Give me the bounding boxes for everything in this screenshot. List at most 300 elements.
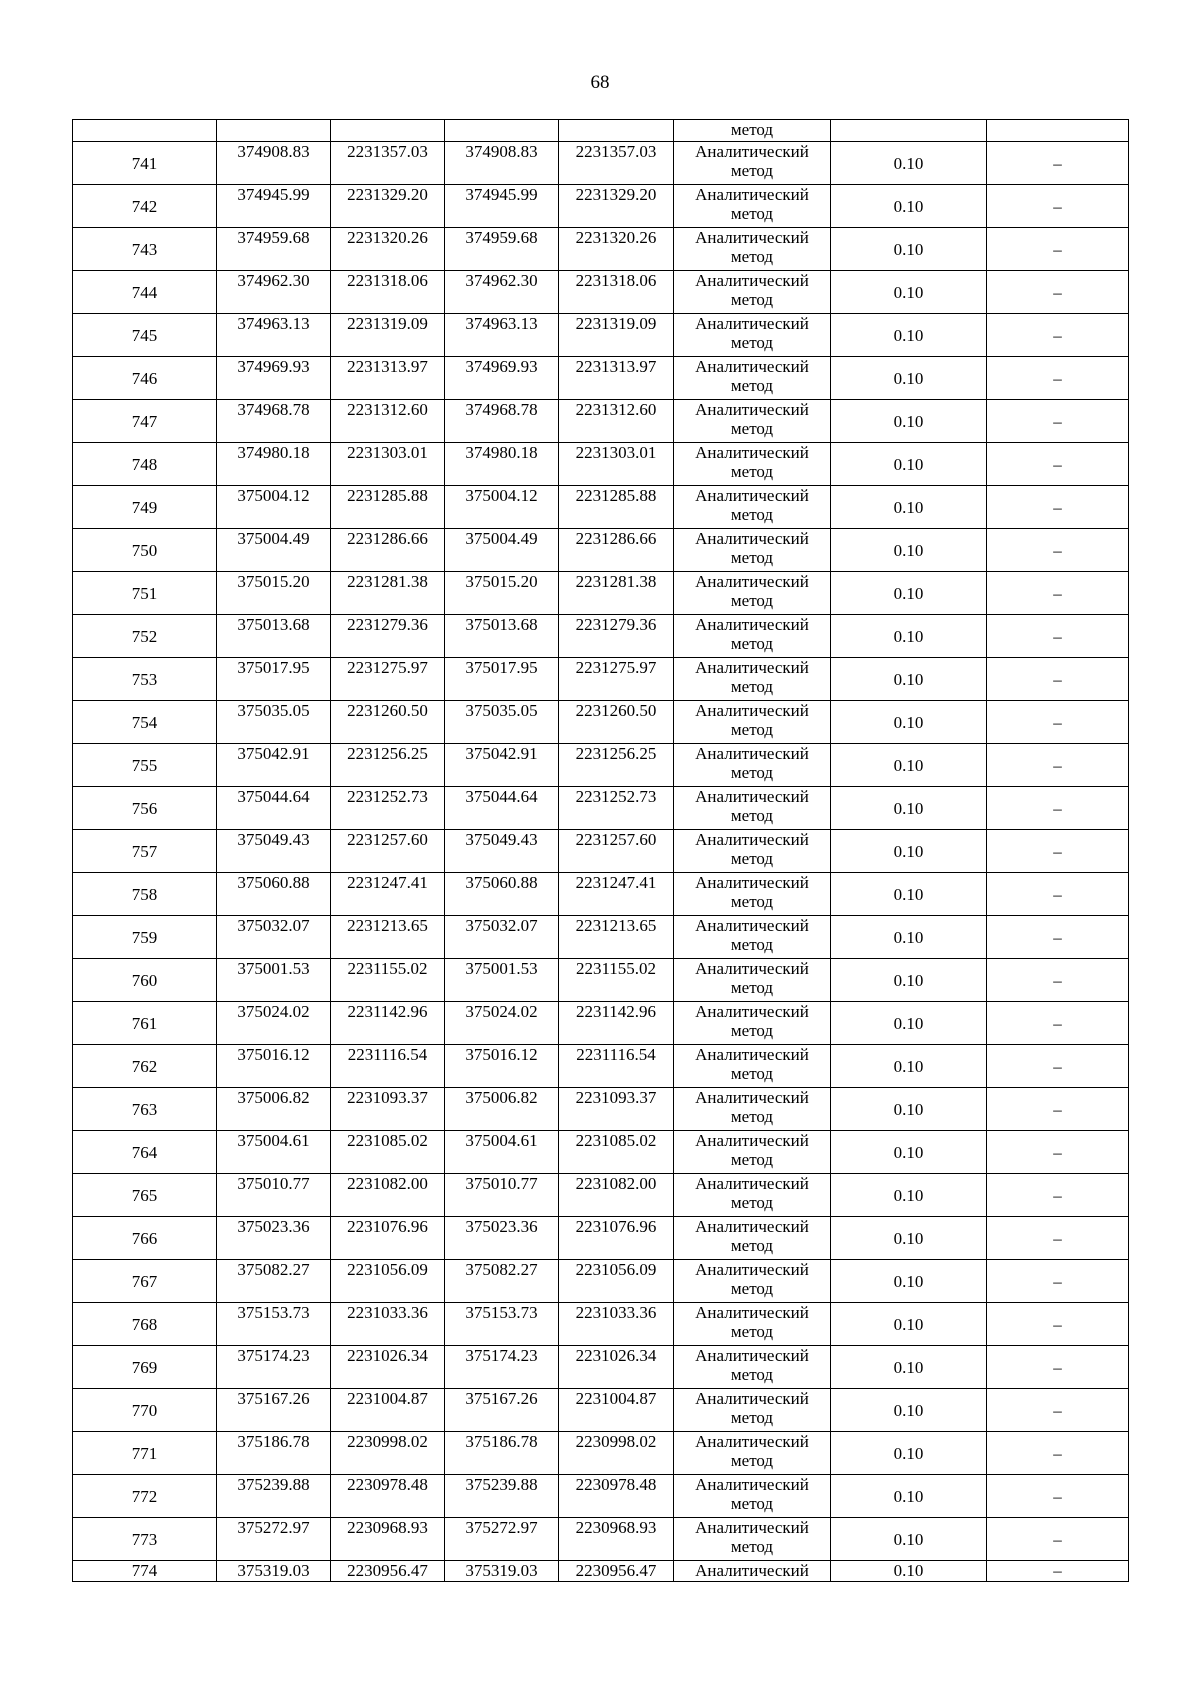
y-new-cell: 2230978.48: [559, 1475, 674, 1518]
y-new-cell: 2231281.38: [559, 572, 674, 615]
accuracy-cell: 0.10: [831, 1432, 987, 1475]
y-new-cell: 2231275.97: [559, 658, 674, 701]
table-row: [73, 787, 1129, 830]
y-existing-cell: 2231319.09: [331, 314, 445, 357]
table-row: [73, 572, 1129, 615]
coordinates-table: [72, 119, 1129, 1582]
accuracy-cell: 0.10: [831, 1518, 987, 1561]
x-existing-cell: 375010.77: [217, 1174, 331, 1217]
x-existing-cell: 374963.13: [217, 314, 331, 357]
method-line-2: метод: [730, 1408, 774, 1427]
method-cell: [674, 228, 831, 271]
method-line-1: Аналитический: [695, 1002, 809, 1021]
method-cell: [674, 1303, 831, 1346]
description-cell: –: [987, 142, 1129, 185]
method-line-2: метод: [730, 634, 774, 653]
y-new-cell: 2231093.37: [559, 1088, 674, 1131]
point-number-cell: 761: [73, 1002, 217, 1045]
description-cell: –: [987, 314, 1129, 357]
point-number-cell: 764: [73, 1131, 217, 1174]
accuracy-cell: 0.10: [831, 1389, 987, 1432]
table-row: [73, 142, 1129, 185]
method-line-1: Аналитический: [695, 658, 809, 677]
method-line-2: метод: [730, 978, 774, 997]
x-existing-cell: 375013.68: [217, 615, 331, 658]
page-number: 68: [590, 72, 610, 93]
description-cell: –: [987, 1518, 1129, 1561]
x-new-cell: 375186.78: [445, 1432, 559, 1475]
description-cell: –: [987, 1174, 1129, 1217]
y-existing-cell: 2231004.87: [331, 1389, 445, 1432]
description-cell: –: [987, 959, 1129, 1002]
x-existing-cell: 375319.03: [217, 1561, 331, 1582]
method-cell: [674, 1260, 831, 1303]
table-row: [73, 701, 1129, 744]
point-number-cell: 758: [73, 873, 217, 916]
description-cell: –: [987, 486, 1129, 529]
table-row: [73, 959, 1129, 1002]
method-cell: [674, 1389, 831, 1432]
method-line-1: Аналитический: [695, 357, 809, 376]
accuracy-cell: 0.10: [831, 658, 987, 701]
y-existing-cell: 2231093.37: [331, 1088, 445, 1131]
y-existing-cell: 2231257.60: [331, 830, 445, 873]
table-row: [73, 615, 1129, 658]
method-line-1: Аналитический: [695, 1045, 809, 1064]
accuracy-cell: 0.10: [831, 357, 987, 400]
x-existing-cell: 375239.88: [217, 1475, 331, 1518]
method-cell: [674, 357, 831, 400]
description-cell: –: [987, 1432, 1129, 1475]
point-number-cell: 748: [73, 443, 217, 486]
table-row: [73, 357, 1129, 400]
point-number-cell: 765: [73, 1174, 217, 1217]
method-cell: [674, 1174, 831, 1217]
point-number-cell: 747: [73, 400, 217, 443]
method-cell: [674, 185, 831, 228]
y-new-cell: 2231082.00: [559, 1174, 674, 1217]
y-new-cell: 2231329.20: [559, 185, 674, 228]
x-existing-cell: 375032.07: [217, 916, 331, 959]
x-new-cell: 375082.27: [445, 1260, 559, 1303]
method-line-1: Аналитический: [695, 1303, 809, 1322]
y-existing-cell: 2231303.01: [331, 443, 445, 486]
point-number-cell: 753: [73, 658, 217, 701]
method-line-2: метод: [730, 333, 774, 352]
method-line-1: Аналитический: [695, 615, 809, 634]
accuracy-cell: 0.10: [831, 1002, 987, 1045]
y-new-cell: 2231256.25: [559, 744, 674, 787]
y-new-cell: 2231303.01: [559, 443, 674, 486]
method-line-1: Аналитический: [695, 271, 809, 290]
description-cell: –: [987, 1088, 1129, 1131]
method-line-2: метод: [730, 505, 774, 524]
accuracy-cell: 0.10: [831, 1174, 987, 1217]
description-cell: –: [987, 787, 1129, 830]
method-line-1: Аналитический: [695, 1174, 809, 1193]
x-existing-cell: 375153.73: [217, 1303, 331, 1346]
description-cell: –: [987, 701, 1129, 744]
accuracy-cell: 0.10: [831, 830, 987, 873]
point-number-cell: 741: [73, 142, 217, 185]
method-line-1: Аналитический: [695, 1432, 809, 1451]
x-new-cell: 375001.53: [445, 959, 559, 1002]
accuracy-cell: 0.10: [831, 529, 987, 572]
table-row: [73, 1045, 1129, 1088]
method-line-1: Аналитический: [695, 744, 809, 763]
y-existing-cell: 2231275.97: [331, 658, 445, 701]
y-existing-cell: 2231085.02: [331, 1131, 445, 1174]
x-existing-cell: 375006.82: [217, 1088, 331, 1131]
method-line-2: метод: [730, 892, 774, 911]
x-existing-cell: 375004.61: [217, 1131, 331, 1174]
description-cell: –: [987, 228, 1129, 271]
description-cell: –: [987, 1131, 1129, 1174]
point-number-cell: 762: [73, 1045, 217, 1088]
description-cell: –: [987, 1303, 1129, 1346]
description-cell: –: [987, 873, 1129, 916]
method-line-2: метод: [730, 720, 774, 739]
table-row: [73, 486, 1129, 529]
method-cell: [674, 486, 831, 529]
x-new-cell: 375035.05: [445, 701, 559, 744]
point-number-cell: 749: [73, 486, 217, 529]
method-line-1: Аналитический: [695, 185, 809, 204]
table-row: [73, 1303, 1129, 1346]
method-line-2: метод: [730, 1064, 774, 1083]
y-new-cell: 2231285.88: [559, 486, 674, 529]
table-cell: [559, 120, 674, 142]
table-cell: [987, 120, 1129, 142]
accuracy-cell: 0.10: [831, 744, 987, 787]
accuracy-cell: 0.10: [831, 1475, 987, 1518]
method-line-1: Аналитический: [695, 529, 809, 548]
x-existing-cell: 375042.91: [217, 744, 331, 787]
y-existing-cell: 2230998.02: [331, 1432, 445, 1475]
y-existing-cell: 2231281.38: [331, 572, 445, 615]
table-row: [73, 314, 1129, 357]
y-existing-cell: 2231286.66: [331, 529, 445, 572]
x-new-cell: 374959.68: [445, 228, 559, 271]
point-number-cell: 755: [73, 744, 217, 787]
y-new-cell: 2231076.96: [559, 1217, 674, 1260]
x-new-cell: 374969.93: [445, 357, 559, 400]
method-cell: [674, 1088, 831, 1131]
method-cell: [674, 830, 831, 873]
x-existing-cell: 375049.43: [217, 830, 331, 873]
y-new-cell: 2231357.03: [559, 142, 674, 185]
description-cell: –: [987, 916, 1129, 959]
description-cell: –: [987, 1389, 1129, 1432]
point-number-cell: 766: [73, 1217, 217, 1260]
method-cell: [674, 1346, 831, 1389]
y-new-cell: 2230956.47: [559, 1561, 674, 1582]
point-number-cell: 743: [73, 228, 217, 271]
x-existing-cell: 374962.30: [217, 271, 331, 314]
table-row: [73, 1561, 1129, 1582]
y-new-cell: 2231313.97: [559, 357, 674, 400]
x-new-cell: 375239.88: [445, 1475, 559, 1518]
method-cell: [674, 1432, 831, 1475]
table-row: [73, 400, 1129, 443]
accuracy-cell: 0.10: [831, 142, 987, 185]
x-existing-cell: 374980.18: [217, 443, 331, 486]
x-new-cell: 374945.99: [445, 185, 559, 228]
method-line-1: Аналитический: [695, 873, 809, 892]
accuracy-cell: 0.10: [831, 443, 987, 486]
x-new-cell: 374908.83: [445, 142, 559, 185]
y-new-cell: 2231279.36: [559, 615, 674, 658]
accuracy-cell: 0.10: [831, 873, 987, 916]
accuracy-cell: 0.10: [831, 1561, 987, 1582]
y-existing-cell: 2231318.06: [331, 271, 445, 314]
description-cell: –: [987, 615, 1129, 658]
accuracy-cell: 0.10: [831, 615, 987, 658]
method-cell: [674, 529, 831, 572]
y-existing-cell: 2231116.54: [331, 1045, 445, 1088]
method-line-2: метод: [730, 376, 774, 395]
method-line-2: метод: [730, 1279, 774, 1298]
y-new-cell: 2231319.09: [559, 314, 674, 357]
y-new-cell: 2231252.73: [559, 787, 674, 830]
x-new-cell: 375319.03: [445, 1561, 559, 1582]
y-existing-cell: 2231026.34: [331, 1346, 445, 1389]
y-new-cell: 2231155.02: [559, 959, 674, 1002]
x-new-cell: 375032.07: [445, 916, 559, 959]
table-cell: [445, 120, 559, 142]
table-row: [73, 1346, 1129, 1389]
y-existing-cell: 2231312.60: [331, 400, 445, 443]
table-row: [73, 744, 1129, 787]
method-cell: [674, 1002, 831, 1045]
table-cell: [831, 120, 987, 142]
y-existing-cell: 2231142.96: [331, 1002, 445, 1045]
method-cell: [674, 959, 831, 1002]
y-existing-cell: 2231056.09: [331, 1260, 445, 1303]
y-existing-cell: 2230968.93: [331, 1518, 445, 1561]
method-line-1: Аналитический: [695, 400, 809, 419]
method-line-2: метод: [730, 849, 774, 868]
method-cell: [674, 873, 831, 916]
x-new-cell: 374980.18: [445, 443, 559, 486]
method-line-2: метод: [730, 419, 774, 438]
table-row: [73, 1389, 1129, 1432]
x-existing-cell: 375016.12: [217, 1045, 331, 1088]
x-existing-cell: 375004.49: [217, 529, 331, 572]
method-line-1: Аналитический: [695, 1088, 809, 1107]
x-existing-cell: 375060.88: [217, 873, 331, 916]
y-new-cell: 2231260.50: [559, 701, 674, 744]
point-number-cell: 771: [73, 1432, 217, 1475]
table-row: [73, 1518, 1129, 1561]
y-new-cell: 2231116.54: [559, 1045, 674, 1088]
description-cell: –: [987, 1260, 1129, 1303]
method-line-1: Аналитический: [695, 1518, 809, 1537]
method-line-2: метод: [730, 548, 774, 567]
description-cell: –: [987, 271, 1129, 314]
method-line-2: метод: [730, 1322, 774, 1341]
method-line-2: метод: [730, 462, 774, 481]
accuracy-cell: 0.10: [831, 1131, 987, 1174]
y-new-cell: 2231318.06: [559, 271, 674, 314]
x-existing-cell: 375024.02: [217, 1002, 331, 1045]
method-line-2: метод: [730, 1193, 774, 1212]
y-new-cell: 2231085.02: [559, 1131, 674, 1174]
accuracy-cell: 0.10: [831, 400, 987, 443]
x-existing-cell: 374908.83: [217, 142, 331, 185]
table-row: [73, 1131, 1129, 1174]
method-line-2: метод: [730, 1107, 774, 1126]
method-cell: [674, 916, 831, 959]
method-line-2: метод: [730, 935, 774, 954]
y-existing-cell: 2231076.96: [331, 1217, 445, 1260]
method-line-1: Аналитический: [695, 572, 809, 591]
method-cell: [674, 1475, 831, 1518]
method-cell: [674, 443, 831, 486]
y-new-cell: 2230968.93: [559, 1518, 674, 1561]
accuracy-cell: 0.10: [831, 486, 987, 529]
x-existing-cell: 375004.12: [217, 486, 331, 529]
method-line-2: метод: [730, 677, 774, 696]
method-line-2: метод: [730, 806, 774, 825]
method-cell: [674, 787, 831, 830]
x-new-cell: 375013.68: [445, 615, 559, 658]
y-new-cell: 2231312.60: [559, 400, 674, 443]
point-number-cell: 767: [73, 1260, 217, 1303]
method-cell: [674, 271, 831, 314]
point-number-cell: 759: [73, 916, 217, 959]
table-cell: [217, 120, 331, 142]
x-new-cell: 375004.12: [445, 486, 559, 529]
point-number-cell: 742: [73, 185, 217, 228]
method-line-2: метод: [730, 247, 774, 266]
description-cell: –: [987, 1045, 1129, 1088]
x-new-cell: 375010.77: [445, 1174, 559, 1217]
accuracy-cell: 0.10: [831, 1303, 987, 1346]
x-new-cell: 375015.20: [445, 572, 559, 615]
accuracy-cell: 0.10: [831, 787, 987, 830]
accuracy-cell: 0.10: [831, 1346, 987, 1389]
accuracy-cell: 0.10: [831, 1045, 987, 1088]
y-new-cell: 2231247.41: [559, 873, 674, 916]
method-line-1: Аналитический: [695, 486, 809, 505]
table-row: [73, 916, 1129, 959]
accuracy-cell: 0.10: [831, 701, 987, 744]
x-existing-cell: 375015.20: [217, 572, 331, 615]
description-cell: –: [987, 658, 1129, 701]
point-number-cell: 774: [73, 1561, 217, 1582]
accuracy-cell: 0.10: [831, 1088, 987, 1131]
y-new-cell: 2230998.02: [559, 1432, 674, 1475]
x-new-cell: 375042.91: [445, 744, 559, 787]
table-row: [73, 228, 1129, 271]
table-row: [73, 185, 1129, 228]
method-line-1: Аналитический: [695, 142, 809, 161]
x-existing-cell: 375186.78: [217, 1432, 331, 1475]
method-line-2: метод: [730, 1365, 774, 1384]
point-number-cell: 752: [73, 615, 217, 658]
method-cell: [674, 142, 831, 185]
description-cell: –: [987, 1475, 1129, 1518]
method-line-1: Аналитический: [695, 443, 809, 462]
point-number-cell: 763: [73, 1088, 217, 1131]
method-line-1: Аналитический: [695, 701, 809, 720]
x-new-cell: 375153.73: [445, 1303, 559, 1346]
x-existing-cell: 374945.99: [217, 185, 331, 228]
method-line-1: Аналитический: [695, 830, 809, 849]
method-line-1: Аналитический: [695, 314, 809, 333]
y-existing-cell: 2231260.50: [331, 701, 445, 744]
x-new-cell: 375049.43: [445, 830, 559, 873]
method-cell: [674, 1217, 831, 1260]
method-line-1: Аналитический: [695, 1131, 809, 1150]
table-row: [73, 529, 1129, 572]
method-line-1: Аналитический: [695, 1346, 809, 1365]
y-existing-cell: 2231320.26: [331, 228, 445, 271]
x-new-cell: 375167.26: [445, 1389, 559, 1432]
description-cell: –: [987, 572, 1129, 615]
accuracy-cell: 0.10: [831, 959, 987, 1002]
method-line-2: метод: [730, 1494, 774, 1513]
x-existing-cell: 375017.95: [217, 658, 331, 701]
point-number-cell: 751: [73, 572, 217, 615]
description-cell: –: [987, 185, 1129, 228]
y-new-cell: 2231257.60: [559, 830, 674, 873]
y-existing-cell: 2231247.41: [331, 873, 445, 916]
method-cell: [674, 1518, 831, 1561]
y-existing-cell: 2230956.47: [331, 1561, 445, 1582]
method-line-1: Аналитический: [695, 1389, 809, 1408]
point-number-cell: 768: [73, 1303, 217, 1346]
method-line-2: метод: [730, 1021, 774, 1040]
y-new-cell: 2231320.26: [559, 228, 674, 271]
continuation-method-cell: метод: [674, 120, 831, 142]
method-line-2: метод: [730, 161, 774, 180]
method-cell: [674, 658, 831, 701]
point-number-cell: 754: [73, 701, 217, 744]
method-line-1: Аналитический: [695, 959, 809, 978]
x-new-cell: 375016.12: [445, 1045, 559, 1088]
description-cell: –: [987, 443, 1129, 486]
method-line-2: метод: [730, 763, 774, 782]
x-new-cell: 375272.97: [445, 1518, 559, 1561]
y-new-cell: 2231026.34: [559, 1346, 674, 1389]
x-new-cell: 374968.78: [445, 400, 559, 443]
method-cell: [674, 1561, 831, 1582]
x-new-cell: 375004.49: [445, 529, 559, 572]
method-line-1: Аналитический: [695, 1217, 809, 1236]
x-new-cell: 375004.61: [445, 1131, 559, 1174]
y-existing-cell: 2231252.73: [331, 787, 445, 830]
description-cell: –: [987, 1561, 1129, 1582]
description-cell: –: [987, 744, 1129, 787]
table-cell: [73, 120, 217, 142]
description-cell: –: [987, 357, 1129, 400]
y-existing-cell: 2231357.03: [331, 142, 445, 185]
x-new-cell: 375174.23: [445, 1346, 559, 1389]
x-existing-cell: 375082.27: [217, 1260, 331, 1303]
method-line-2: метод: [730, 1451, 774, 1470]
method-cell: [674, 314, 831, 357]
method-cell: [674, 1131, 831, 1174]
method-line-2: метод: [730, 1150, 774, 1169]
table-cell: [331, 120, 445, 142]
method-cell: [674, 400, 831, 443]
table-row: [73, 1217, 1129, 1260]
x-new-cell: 375044.64: [445, 787, 559, 830]
point-number-cell: 773: [73, 1518, 217, 1561]
method-line-2: метод: [730, 204, 774, 223]
